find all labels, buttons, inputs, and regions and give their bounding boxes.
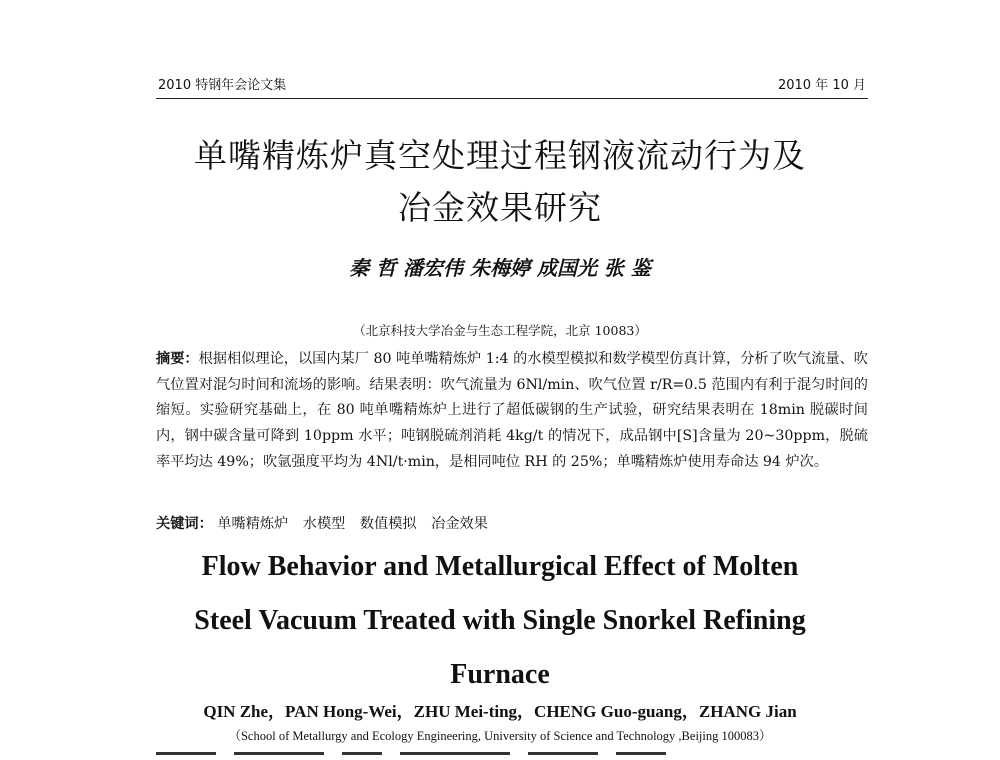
- truncated-next-line: [156, 752, 868, 760]
- keyword: 水模型: [302, 516, 346, 532]
- running-head: [156, 76, 868, 99]
- keyword: 单嘴精炼炉: [217, 516, 289, 532]
- chinese-title-line-1: 单嘴精炼炉真空处理过程钢液流动行为及: [194, 136, 806, 175]
- abstract-label: 摘要：: [156, 351, 199, 367]
- english-affiliation: （School of Metallurgy and Ecology Engineering, University of Science and Technology ,Beijing 100083）: [228, 729, 772, 743]
- english-authors: QIN Zhe，PAN Hong-Wei，ZHU Mei-ting，CHENG Guo-guang，ZHANG Jian: [203, 702, 797, 721]
- chinese-abstract: [156, 347, 868, 476]
- chinese-title: [150, 130, 850, 234]
- chinese-title-line-2: 冶金效果研究: [398, 188, 602, 227]
- english-title-line-1: Flow Behavior and Metallurgical Effect of Molten: [201, 551, 799, 582]
- keyword: 冶金效果: [431, 516, 488, 532]
- english-title-line-3: Furnace: [450, 659, 550, 690]
- keywords-label: 关键词：: [156, 516, 213, 532]
- keyword: 数值模拟: [359, 516, 417, 532]
- chinese-affiliation: （北京科技大学冶金与生态工程学院，北京 10083）: [353, 323, 647, 338]
- english-title: [120, 540, 880, 702]
- running-head-right: 2010 年 10 月: [777, 78, 866, 93]
- chinese-keywords: [156, 512, 868, 536]
- english-title-line-2: Steel Vacuum Treated with Single Snorkel Refining: [194, 605, 806, 636]
- abstract-text: 根据相似理论，以国内某厂 80 吨单嘴精炼炉 1:4 的水模型模拟和数学模型仿真计算，分析了吹气流量、吹气位置对混匀时间和流场的影响。结果表明：吹气流量为 6Nl/min、吹气位置 r/R=0.5 范围内有利于混匀时间的缩短。实验研究基础上，在 80 吨单嘴精炼炉上进行了超低碳钢的生产试验，研究结果表明在 18min 脱碳时间内，钢中碳含量可降到 10ppm 水平；吨钢脱硫剂消耗 4kg/t 的情况下，成品钢中[S]含量为 20~30ppm，脱硫率平均达 49%；吹氩强度平均为 4Nl/t·min，是相同吨位 RH 的 25%；单嘴精炼炉使用寿命达 94 炉次。: [156, 351, 868, 470]
- running-head-left: 2010 特钢年会论文集: [158, 78, 287, 93]
- chinese-authors: 秦 哲 潘宏伟 朱梅婷 成国光 张 鉴: [349, 256, 651, 280]
